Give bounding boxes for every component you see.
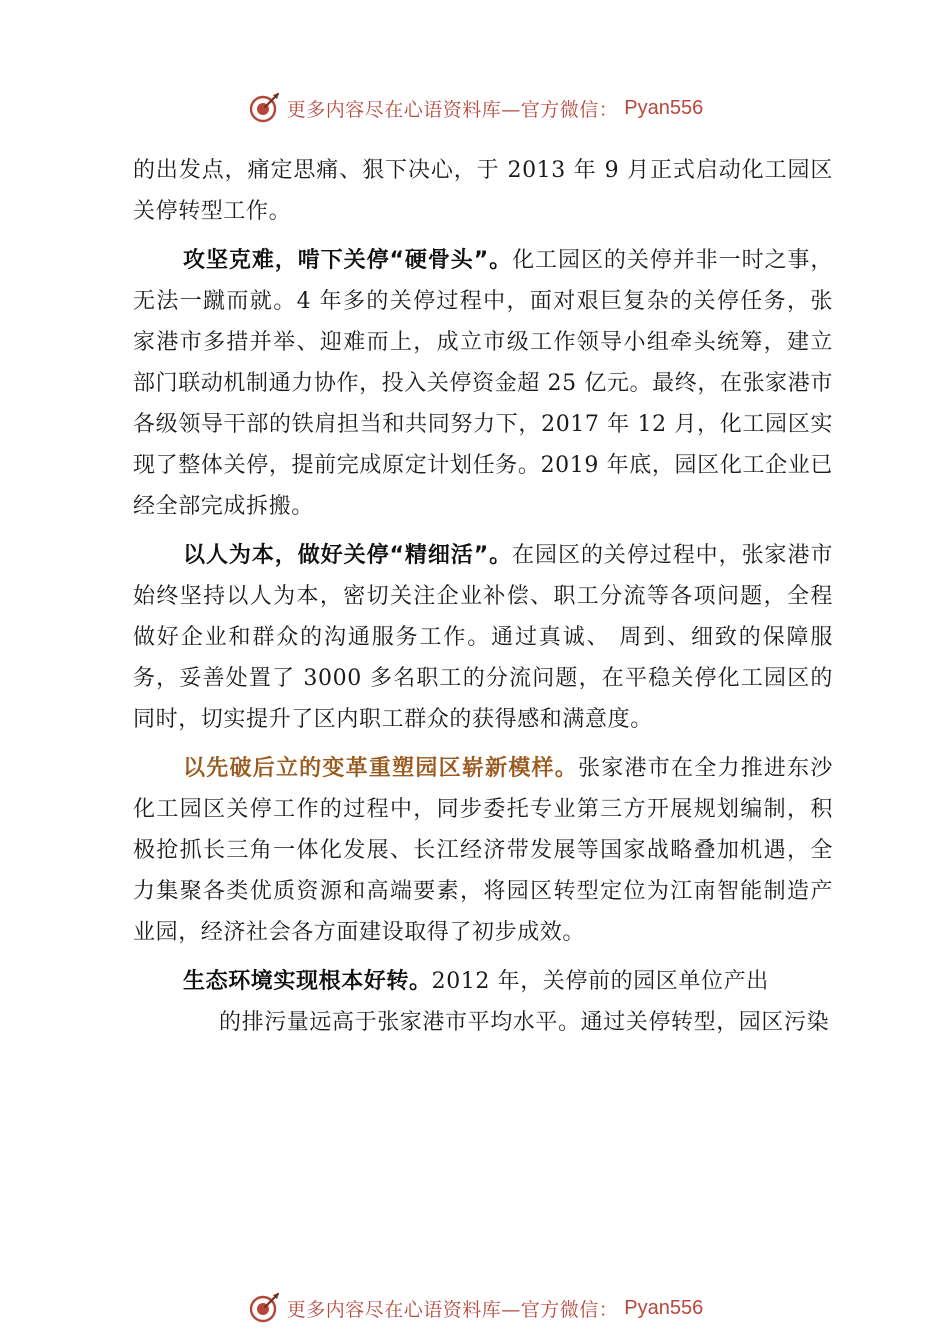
paragraph-lead: 生态环境实现根本好转。 [183,969,432,994]
header-banner [0,88,950,128]
paragraph-body: 张家港市在全力推进东沙化工园区关停工作的过程中，同步委托专业第三方开展规划编制，积极抢抓长三角一体化发展、长江经济带发展等国家战略叠加机遇，全力集聚各类优质资源和高端要素，将园区转型定位为江南智能制造产业园，经济社会各方面建设取得了初步成效。 [133,756,833,945]
quill-seal-icon [247,1291,281,1325]
paragraph-lead: 以人为本，做好关停“精细活”。 [183,543,513,568]
banner-wechat-id: Pyan556 [624,1296,704,1319]
paragraph-body-continued: 的排污量远高于张家港市平均水平。通过关停转型，园区污染 [219,1010,830,1035]
paragraph-body: 的出发点，痛定思痛、狠下决心，于 2013 年 9 月正式启动化工园区关停转型工作。 [133,158,833,224]
paragraph-body: 2012 年，关停前的园区单位产出 [431,969,769,994]
quill-seal-icon [247,91,281,125]
paragraph-lead: 攻坚克难，啃下关停“硬骨头”。 [183,248,513,273]
paragraph-intro [133,150,833,232]
banner-text: 更多内容尽在心语资料库—官方微信： [286,1298,619,1321]
paragraph-tough-challenge [133,240,833,527]
paragraph-lead: 以先破后立的变革重塑园区崭新模样。 [183,756,579,781]
paragraph-ecology [133,961,833,1043]
paragraph-body: 在园区的关停过程中，张家港市始终坚持以人为本，密切关注企业补偿、职工分流等各项问题，全程做好企业和群众的沟通服务工作。通过真诚、 周到、细致的保障服务，妥善处置了 3000 多名职工的分流问题，在平稳关停化工园区的同时，切实提升了区内职工群众的获得感和满意度。 [133,543,834,732]
footer-banner [0,1288,950,1328]
paragraph-body: 化工园区的关停并非一时之事，无法一蹴而就。4 年多的关停过程中，面对艰巨复杂的关停任务，张家港市多措并举、迎难而上，成立市级工作领导小组牵头统筹，建立部门联动机制通力协作，投入关停资金超 25 亿元。最终，在张家港市各级领导干部的铁肩担当和共同努力下，2017 年 12 月，化工园区实现了整体关停，提前完成原定计划任务。2019 年底，园区化工企业已经全部完成拆搬。 [133,248,834,519]
document-body [133,150,833,1051]
banner-text: 更多内容尽在心语资料库—官方微信： [286,98,619,121]
banner-wechat-id: Pyan556 [624,96,704,119]
paragraph-people-first [133,535,833,740]
paragraph-reshape-park [133,748,833,953]
